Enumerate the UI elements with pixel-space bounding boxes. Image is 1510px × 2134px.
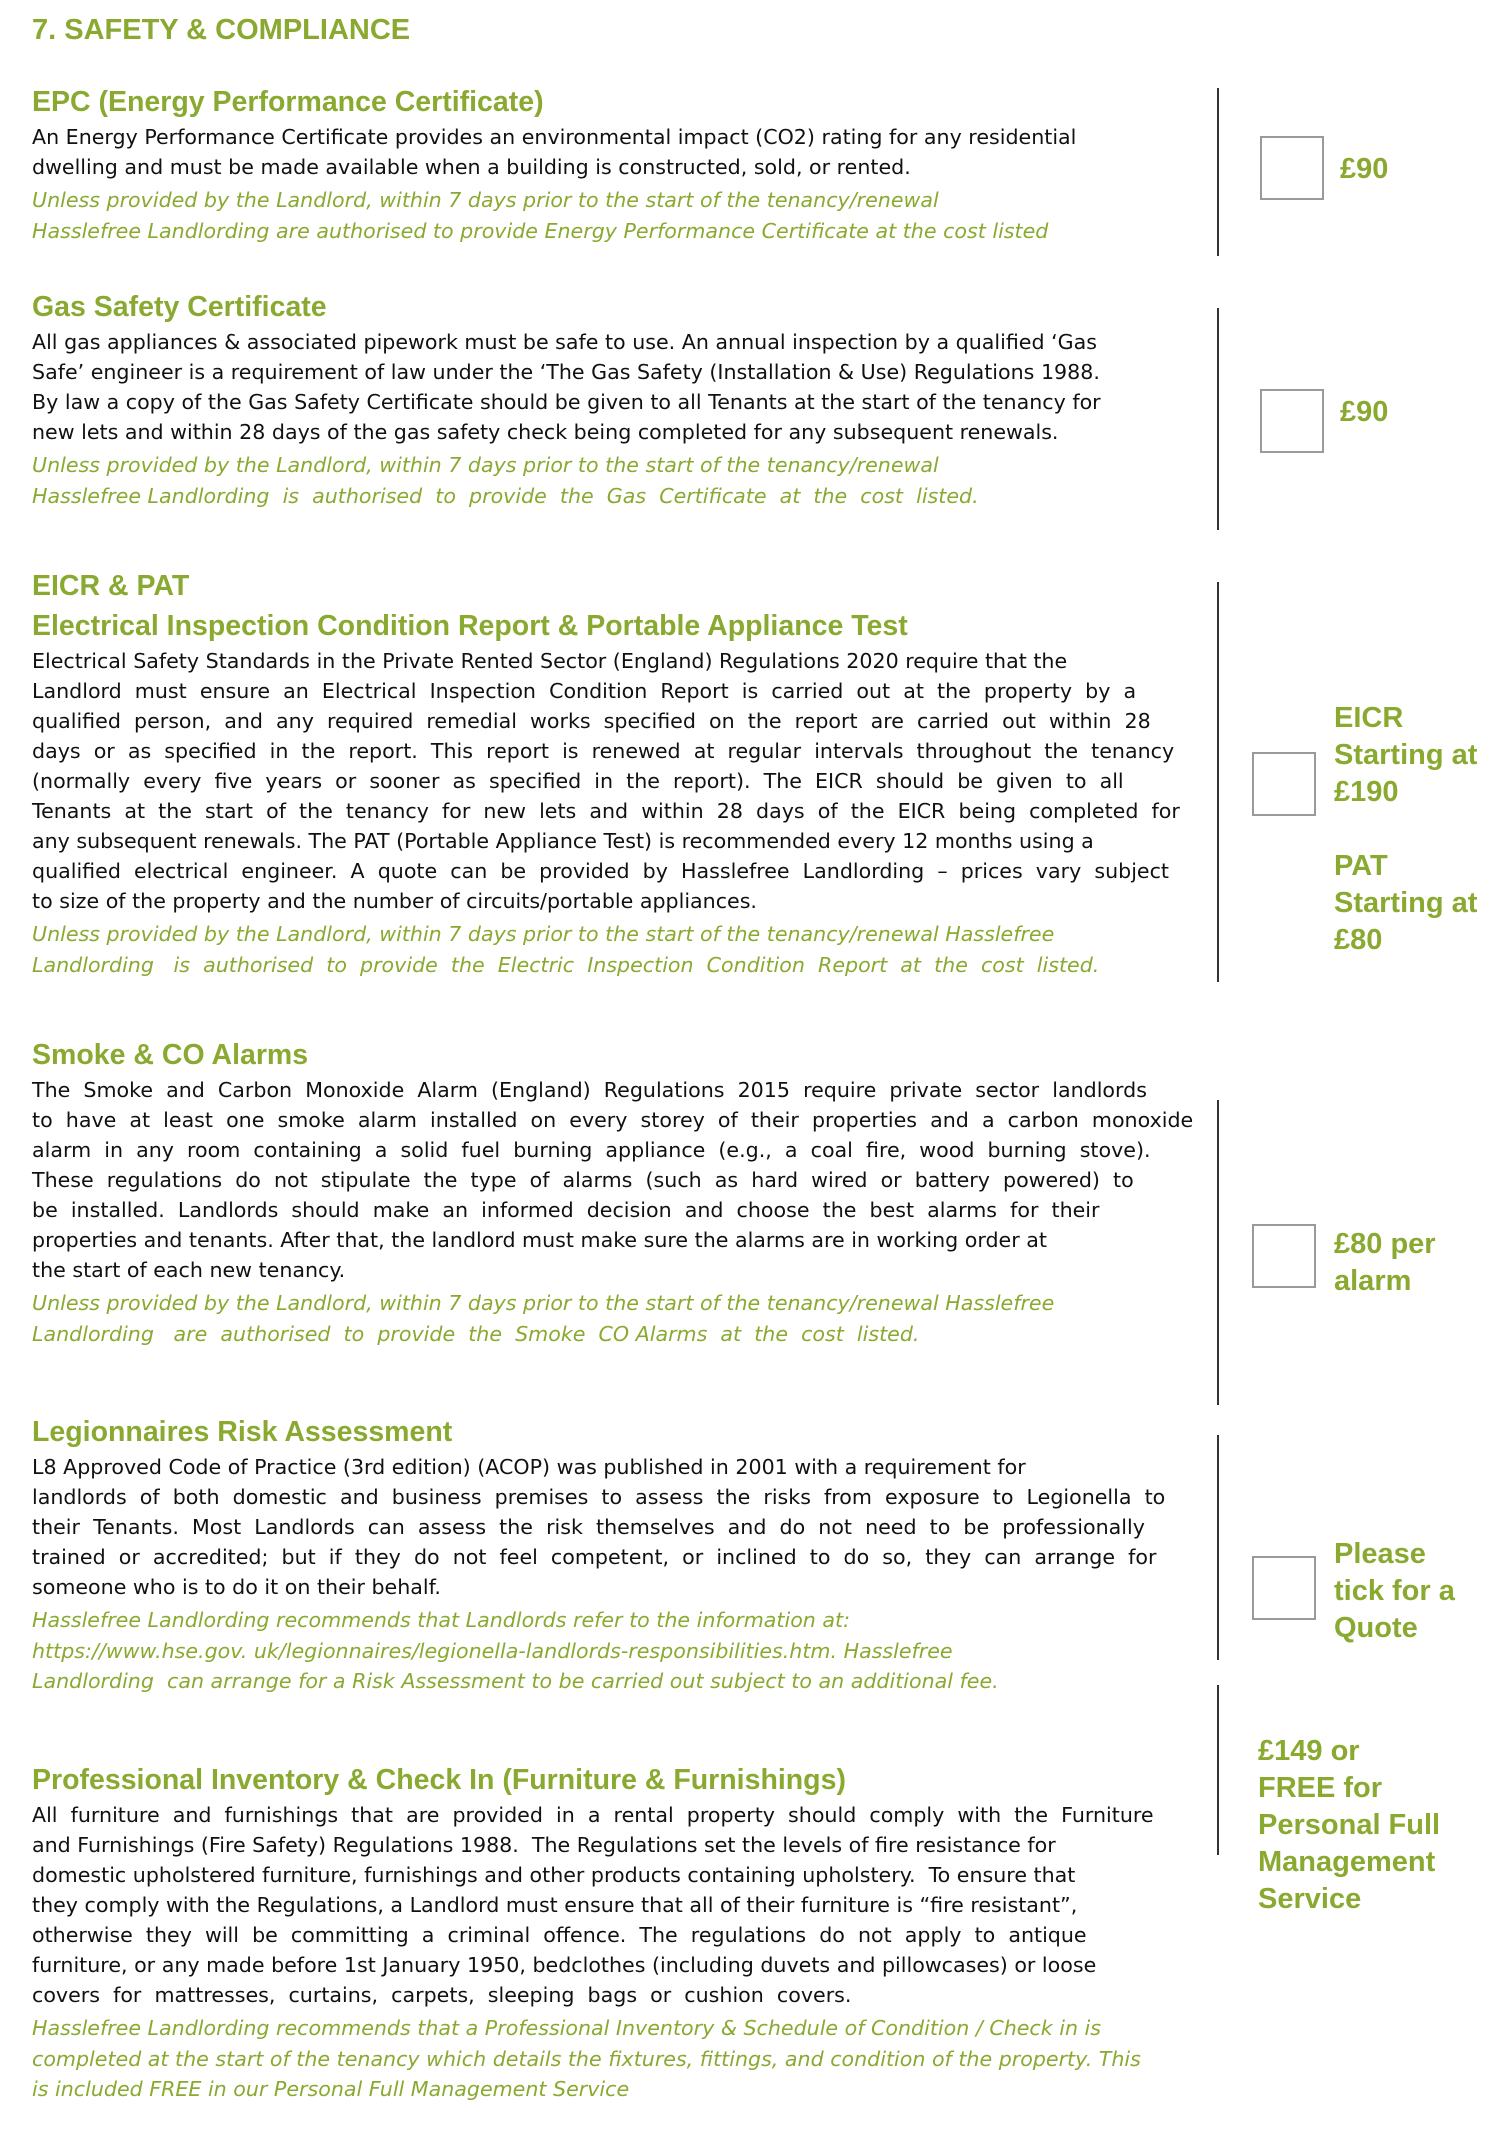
gas-tick-box[interactable] xyxy=(1260,389,1324,453)
inventory-price: £149 or FREE for Personal Full Management Service xyxy=(1258,1735,1441,1915)
divider-line xyxy=(1217,88,1219,256)
section-note: Unless provided by the Landlord, within 7 days prior to the start of the tenancy/renewal Hasslefree Landlording are authorised to provide the Smoke CO Alarms at the cost listed. xyxy=(32,1291,1055,1346)
gas-price: £90 xyxy=(1340,396,1389,428)
section-gas-safety xyxy=(32,287,1162,511)
section-title: Gas Safety Certificate xyxy=(32,291,327,323)
epc-tick-box[interactable] xyxy=(1260,136,1324,200)
section-epc xyxy=(32,82,1162,246)
section-note: Unless provided by the Landlord, within 7 days prior to the start of the tenancy/renewal Hasslefree Landlording is authorised to provide the Gas Certificate at the cost listed. xyxy=(32,453,979,508)
legionnaires-tick-box[interactable] xyxy=(1252,1556,1316,1620)
section-body: An Energy Performance Certificate provides an environmental impact (CO2) rating for any residential dwelling and must be made available when a building is constructed, sold, or rented. xyxy=(32,125,1077,179)
section-body: Electrical Safety Standards in the Private Rented Sector (England) Regulations 2020 require that the Landlord must ensure an Electrical Inspection Condition Report is carried out at the property by a qualified person, and any required remedial works specified on the report are carried out within 28 days or as specified in the report. This report is renewed at regular intervals throughout the tenancy (normally every five years or sooner as specified in the report). The EICR should be given to all Tenants at the start of the tenancy for new lets and within 28 days of the EICR being completed for any subsequent renewals. The PAT (Portable Appliance Test) is recommended every 12 months using a qualified electrical engineer. A quote can be provided by Hasslefree Landlording – prices vary subject to size of the property and the number of circuits/portable appliances. xyxy=(32,649,1180,913)
section-note: Unless provided by the Landlord, within 7 days prior to the start of the tenancy/renewal Hasslefree Landlording is authorised to provide the Electric Inspection Condition Report at the cost listed. xyxy=(32,922,1100,977)
section-body: L8 Approved Code of Practice (3rd edition) (ACOP) was published in 2001 with a requirement for landlords of both domestic and business premises to assess the risks from exposure to Legionella to their Tenants. Most Landlords can assess the risk themselves and do not need to be professionally trained or accredited; but if they do not feel competent, or inclined to do so, they can arrange for someone who is to do it on their behalf. xyxy=(32,1455,1166,1599)
page-heading: 7. SAFETY & COMPLIANCE xyxy=(32,14,411,46)
section-title: Smoke & CO Alarms xyxy=(32,1039,309,1071)
section-body: All gas appliances & associated pipework must be safe to use. An annual inspection by a qualified ‘Gas Safe’ engineer is a requirement of law under the ‘The Gas Safety (Installation & Use) Regulations 1988. By law a copy of the Gas Safety Certificate should be given to all Tenants at the start of the tenancy for new lets and within 28 days of the gas safety check being completed for any subsequent renewals. xyxy=(32,330,1101,444)
eicr-pat-price: EICR Starting at £190 PAT Starting at £80 xyxy=(1334,702,1478,956)
epc-price: £90 xyxy=(1340,153,1389,185)
section-note: Unless provided by the Landlord, within 7 days prior to the start of the tenancy/renewal Hasslefree Landlording are authorised to provide Energy Performance Certificate at the cost listed xyxy=(32,188,1049,243)
smoke-tick-box[interactable] xyxy=(1252,1224,1316,1288)
section-title: EPC (Energy Performance Certificate) xyxy=(32,86,544,118)
smoke-price: £80 per alarm xyxy=(1334,1228,1436,1297)
section-body: The Smoke and Carbon Monoxide Alarm (England) Regulations 2015 require private sector landlords to have at least one smoke alarm installed on every storey of their properties and a carbon monoxide alarm in any room containing a solid fuel burning appliance (e.g., a coal fire, wood burning stove). These regulations do not stipulate the type of alarms (such as hard wired or battery powered) to be installed. Landlords should make an informed decision and choose the best alarms for their properties and tenants. After that, the landlord must make sure the alarms are in working order at the start of each new tenancy. xyxy=(32,1078,1194,1282)
section-subtitle: Electrical Inspection Condition Report & Portable Appliance Test xyxy=(32,610,908,642)
section-smoke-co-alarms xyxy=(32,1035,1194,1349)
legionnaires-price: Please tick for a Quote xyxy=(1334,1538,1455,1644)
section-note: Hasslefree Landlording recommends that Landlords refer to the information at: https://www.hse.gov. uk/legionnaires/legionella-landlords-responsibilities.htm. Hasslefree Landlording can arrange for a Risk Assessment to be carried out subject to an additional fee. xyxy=(32,1608,999,1693)
divider-line xyxy=(1217,1435,1219,1660)
divider-line xyxy=(1217,1685,1219,1855)
section-legionnaires xyxy=(32,1412,1166,1697)
section-title: EICR & PAT xyxy=(32,570,190,602)
divider-line xyxy=(1217,1100,1219,1405)
section-note: Hasslefree Landlording recommends that a Professional Inventory & Schedule of Condition / Check in is completed at the start of the tenancy which details the fixtures, fittings, and condition of the property. This is included FREE in our Personal Full Management Service xyxy=(32,2016,1141,2101)
section-inventory xyxy=(32,1760,1162,2105)
divider-line xyxy=(1217,582,1219,982)
eicr-tick-box[interactable] xyxy=(1252,752,1316,816)
section-title: Legionnaires Risk Assessment xyxy=(32,1416,453,1448)
divider-line xyxy=(1217,308,1219,530)
section-body: All furniture and furnishings that are provided in a rental property should comply with the Furniture and Furnishings (Fire Safety) Regulations 1988. The Regulations set the levels of fire resistance for domestic upholstered furniture, furnishings and other products containing upholstery. To ensure that they comply with the Regulations, a Landlord must ensure that all of their furniture is “fire resistant”, otherwise they will be committing a criminal offence. The regulations do not apply to antique furniture, or any made before 1st January 1950, bedclothes (including duvets and pillowcases) or loose covers for mattresses, curtains, carpets, sleeping bags or cushion covers. xyxy=(32,1803,1154,2007)
section-title: Professional Inventory & Check In (Furniture & Furnishings) xyxy=(32,1764,846,1796)
section-eicr-pat xyxy=(32,566,1180,980)
